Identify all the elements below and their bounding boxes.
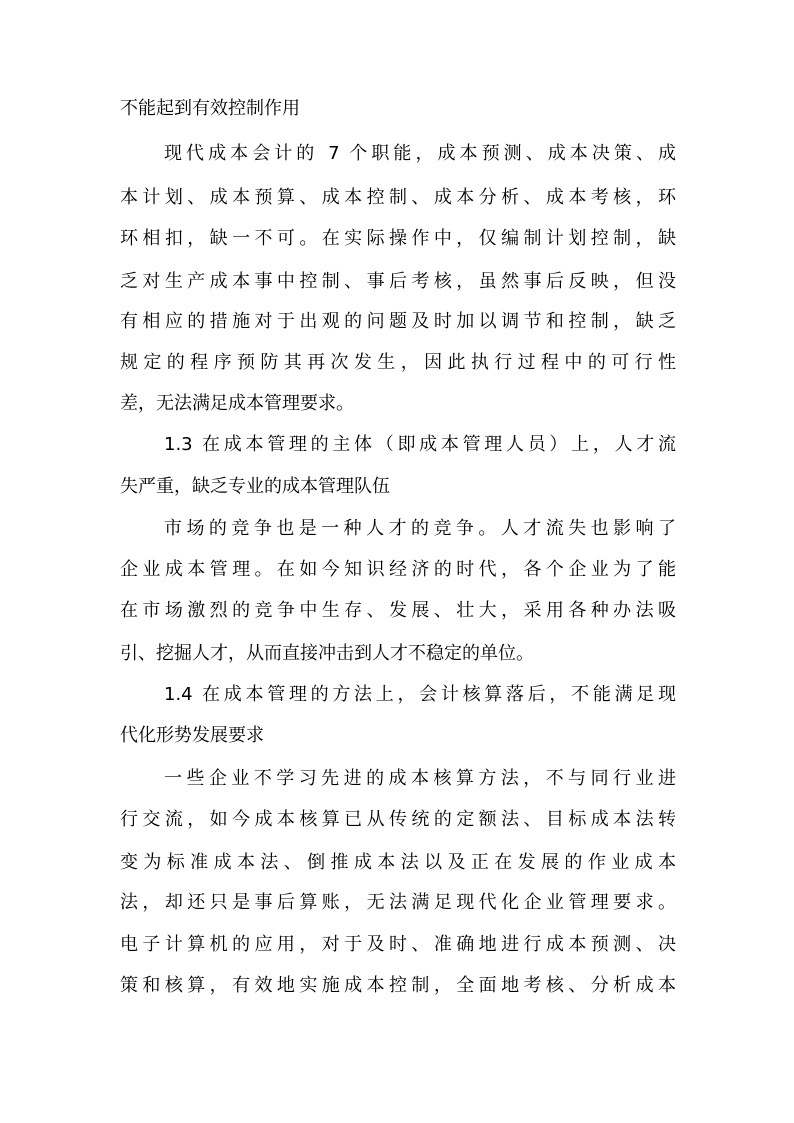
section-heading: 1.4 在成本管理的方法上，会计核算落后，不能满足现 [164,684,676,705]
paragraph-first-line: 现代成本会计的 7 个职能，成本预测、成本决策、成 [164,143,676,164]
section-heading: 1.3 在成本管理的主体（即成本管理人员）上，人才流 [164,434,676,455]
text-line: 差，无法满足成本管理要求。 [120,393,354,414]
text-line: 电子计算机的应用，对于及时、准确地进行成本预测、决 [120,934,676,955]
text-line: 变为标准成本法、倒推成本法以及正在发展的作业成本 [120,852,676,873]
section-heading-continued: 代化形势发展要求 [120,725,264,746]
paragraph-first-line: 市场的竞争也是一种人才的竞争。人才流失也影响了 [164,518,676,539]
text-line: 乏对生产成本事中控制、事后考核，虽然事后反映，但没 [120,271,676,292]
text-line: 环相扣，缺一不可。在实际操作中，仅编制计划控制，缺 [120,228,676,249]
text-line: 本计划、成本预算、成本控制、成本分析、成本考核，环 [120,187,676,208]
text-line: 企业成本管理。在如今知识经济的时代，各个企业为了能 [120,559,676,580]
text-line: 策和核算，有效地实施成本控制，全面地考核、分析成本 [120,975,676,996]
text-line: 有相应的措施对于出观的问题及时加以调节和控制，缺乏 [120,311,676,332]
paragraph-first-line: 一些企业不学习先进的成本核算方法，不与同行业进 [164,768,676,789]
section-heading-continued: 失严重，缺乏专业的成本管理队伍 [120,476,390,497]
text-line: 在市场激烈的竞争中生存、发展、壮大，采用各种办法吸 [120,600,676,621]
text-line: 引、挖掘人才，从而直接冲击到人才不稳定的单位。 [120,643,534,664]
text-line: 行交流，如今成本核算已从传统的定额法、目标成本法转 [120,809,676,830]
text-line: 法，却还只是事后算账，无法满足现代化企业管理要求。 [120,892,676,913]
text-line: 不能起到有效控制作用 [120,98,300,119]
text-line: 规定的程序预防其再次发生，因此执行过程中的可行性 [120,352,676,373]
